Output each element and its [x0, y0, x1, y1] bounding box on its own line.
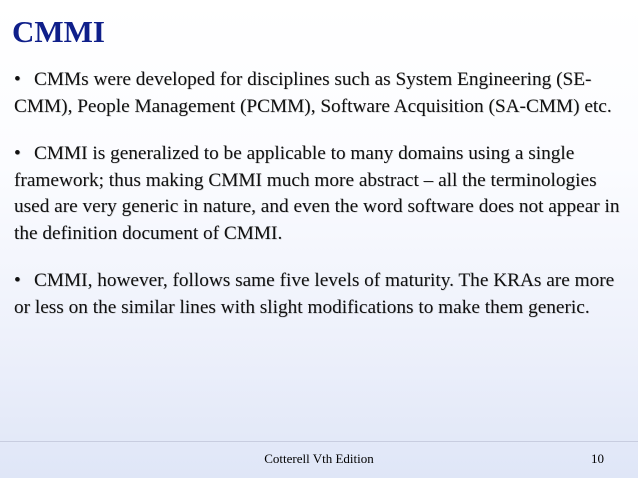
bullet-text: CMMI, however, follows same five levels of maturity. The KRAs are more or less on the similar lines with slight modifications to make them generic. [14, 270, 615, 318]
bullet-text: CMMs were developed for disciplines such as System Engineering (SE-CMM), People Management (PCMM), Software Acquisition (SA-CMM) etc. [14, 69, 612, 117]
page-number: 10 [591, 451, 604, 466]
bullet-mark: • [14, 143, 21, 164]
bullet-item [14, 67, 629, 120]
footer-divider [0, 441, 638, 442]
footer-source: Cotterell Vth Edition [264, 451, 374, 466]
bullet-mark: • [14, 270, 21, 291]
bullet-mark: • [14, 69, 21, 90]
bullet-text: CMMI is generalized to be applicable to many domains using a single framework; thus making CMMI much more abstract – all the terminologies used are very generic in nature, and even the word software does not appear in the definition document of CMMI. [14, 143, 620, 244]
bullet-list [14, 67, 629, 342]
bullet-item [14, 268, 629, 321]
bullet-item [14, 141, 629, 247]
slide-title: CMMI [12, 14, 105, 49]
